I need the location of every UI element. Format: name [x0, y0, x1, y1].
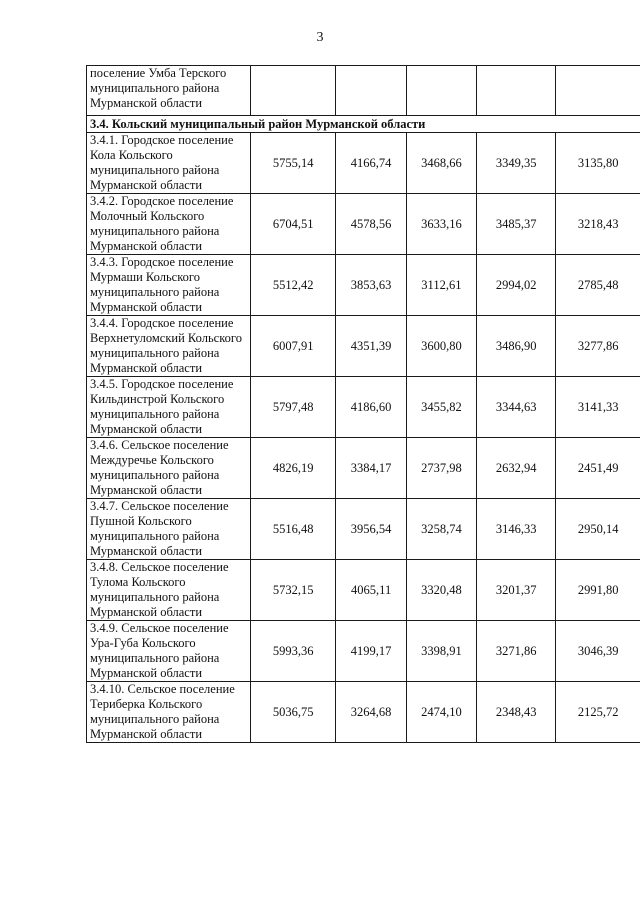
table-row: [87, 377, 640, 438]
row-name-cell: 3.4.4. Городское поселение Верхнетуломский Кольского муниципального района Мурманской области: [87, 316, 251, 377]
value-cell: 2348,43: [477, 682, 556, 743]
value-cell: 3146,33: [477, 499, 556, 560]
value-cell: [406, 66, 476, 116]
row-name-cell: 3.4.6. Сельское поселение Междуречье Кольского муниципального района Мурманской области: [87, 438, 251, 499]
value-cell: 5797,48: [250, 377, 336, 438]
value-cell: 3277,86: [556, 316, 640, 377]
table-row: [87, 438, 640, 499]
value-cell: 3384,17: [336, 438, 406, 499]
value-cell: 2994,02: [477, 255, 556, 316]
value-cell: 2632,94: [477, 438, 556, 499]
value-cell: 3633,16: [406, 194, 476, 255]
value-cell: 5755,14: [250, 133, 336, 194]
value-cell: 2451,49: [556, 438, 640, 499]
value-cell: 3264,68: [336, 682, 406, 743]
value-cell: [250, 66, 336, 116]
value-cell: 3486,90: [477, 316, 556, 377]
value-cell: 3398,91: [406, 621, 476, 682]
value-cell: [477, 66, 556, 116]
value-cell: 2785,48: [556, 255, 640, 316]
value-cell: 6704,51: [250, 194, 336, 255]
value-cell: 3455,82: [406, 377, 476, 438]
value-cell: 3141,33: [556, 377, 640, 438]
table-row: [87, 194, 640, 255]
row-name-cell: 3.4.7. Сельское поселение Пушной Кольского муниципального района Мурманской области: [87, 499, 251, 560]
row-name-cell: 3.4.9. Сельское поселение Ура-Губа Кольского муниципального района Мурманской области: [87, 621, 251, 682]
table-body: [87, 66, 640, 743]
value-cell: 3349,35: [477, 133, 556, 194]
value-cell: 5516,48: [250, 499, 336, 560]
value-cell: 4578,56: [336, 194, 406, 255]
value-cell: 2991,80: [556, 560, 640, 621]
value-cell: 3600,80: [406, 316, 476, 377]
value-cell: 2950,14: [556, 499, 640, 560]
section-header-row: [87, 116, 640, 133]
value-cell: 4826,19: [250, 438, 336, 499]
page-number: 3: [316, 30, 324, 45]
value-cell: 3485,37: [477, 194, 556, 255]
value-cell: 5732,15: [250, 560, 336, 621]
table-row: [87, 682, 640, 743]
value-cell: [556, 66, 640, 116]
value-cell: 5993,36: [250, 621, 336, 682]
table-row: [87, 316, 640, 377]
value-cell: 4166,74: [336, 133, 406, 194]
tariff-table: [86, 65, 640, 743]
value-cell: 4351,39: [336, 316, 406, 377]
value-cell: 3271,86: [477, 621, 556, 682]
table-row: [87, 560, 640, 621]
value-cell: 4065,11: [336, 560, 406, 621]
value-cell: 3320,48: [406, 560, 476, 621]
value-cell: 3468,66: [406, 133, 476, 194]
value-cell: 3853,63: [336, 255, 406, 316]
row-name-cell: 3.4.3. Городское поселение Мурмаши Кольского муниципального района Мурманской области: [87, 255, 251, 316]
table-row: [87, 133, 640, 194]
value-cell: 3344,63: [477, 377, 556, 438]
value-cell: 3046,39: [556, 621, 640, 682]
value-cell: 5036,75: [250, 682, 336, 743]
value-cell: 3218,43: [556, 194, 640, 255]
value-cell: 3201,37: [477, 560, 556, 621]
value-cell: 2125,72: [556, 682, 640, 743]
value-cell: 5512,42: [250, 255, 336, 316]
row-name-cell: 3.4.5. Городское поселение Кильдинстрой Кольского муниципального района Мурманской области: [87, 377, 251, 438]
table-row: [87, 255, 640, 316]
section-title: 3.4. Кольский муниципальный район Мурманской области: [87, 116, 640, 133]
row-name-cell: 3.4.1. Городское поселение Кола Кольского муниципального района Мурманской области: [87, 133, 251, 194]
value-cell: 3112,61: [406, 255, 476, 316]
value-cell: 3135,80: [556, 133, 640, 194]
value-cell: 3956,54: [336, 499, 406, 560]
value-cell: 2737,98: [406, 438, 476, 499]
value-cell: [336, 66, 406, 116]
value-cell: 4186,60: [336, 377, 406, 438]
row-name-cell: 3.4.8. Сельское поселение Тулома Кольского муниципального района Мурманской области: [87, 560, 251, 621]
value-cell: 4199,17: [336, 621, 406, 682]
value-cell: 6007,91: [250, 316, 336, 377]
continuation-row: [87, 66, 640, 116]
row-name-cell: поселение Умба Терского муниципального района Мурманской области: [87, 66, 251, 116]
table-row: [87, 621, 640, 682]
row-name-cell: 3.4.10. Сельское поселение Териберка Кольского муниципального района Мурманской области: [87, 682, 251, 743]
value-cell: 3258,74: [406, 499, 476, 560]
row-name-cell: 3.4.2. Городское поселение Молочный Кольского муниципального района Мурманской области: [87, 194, 251, 255]
value-cell: 2474,10: [406, 682, 476, 743]
table-row: [87, 499, 640, 560]
